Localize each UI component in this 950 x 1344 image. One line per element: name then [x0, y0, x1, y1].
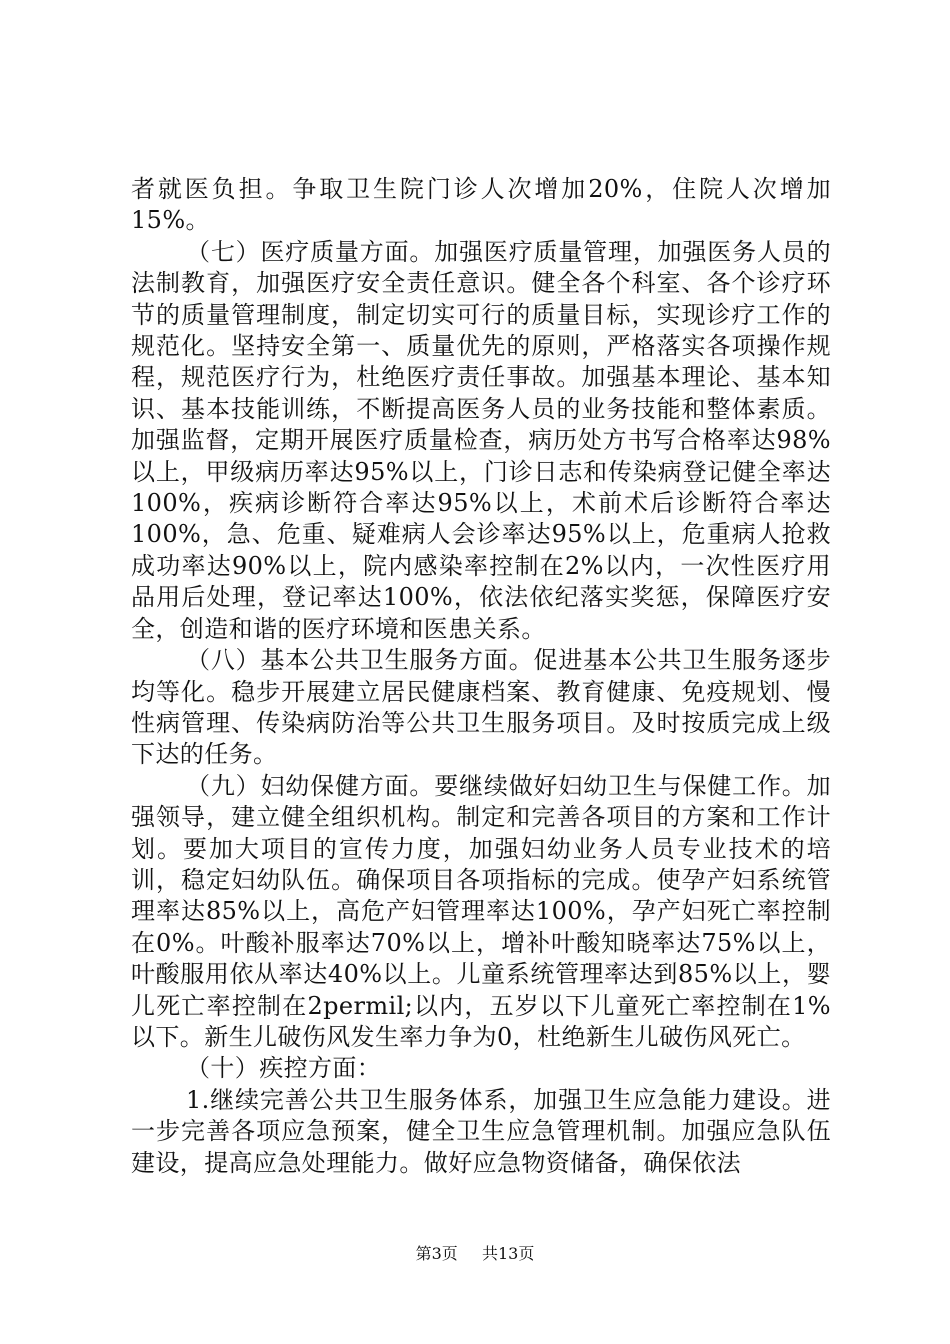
paragraph-continuation: 者就医负担。争取卫生院门诊人次增加20%，住院人次增加15%。 [131, 175, 831, 235]
paragraph-public-health: （八）基本公共卫生服务方面。促进基本公共卫生服务逐步均等化。稳步开展建立居民健康档案、教育健康、免疫规划、慢性病管理、传染病防治等公共卫生服务项目。及时按质完成上级下达的任务。 [131, 646, 831, 769]
page-number: 第3页 [415, 1244, 458, 1263]
document-body [131, 174, 831, 1179]
paragraph-medical-quality: （七）医疗质量方面。加强医疗质量管理，加强医务人员的法制教育，加强医疗安全责任意识。健全各个科室、各个诊疗环节的质量管理制度，制定切实可行的质量目标，实现诊疗工作的规范化。坚持安全第一、质量优先的原则，严格落实各项操作规程，规范医疗行为，杜绝医疗责任事故。加强基本理论、基本知识、基本技能训练，不断提高医务人员的业务技能和整体素质。加强监督，定期开展医疗质量检查，病历处方书写合格率达98%以上，甲级病历率达95%以上，门诊日志和传染病登记健全率达100%，疾病诊断符合率达95%以上，术前术后诊断符合率达100%，急、危重、疑难病人会诊率达95%以上，危重病人抢救成功率达90%以上，院内感染率控制在2%以内，一次性医疗用品用后处理，登记率达100%，依法依纪落实奖惩，保障医疗安全，创造和谐的医疗环境和医患关系。 [131, 237, 831, 643]
page-footer [0, 1244, 950, 1264]
heading-disease-control: （十）疾控方面： [186, 1054, 382, 1083]
paragraph-maternal-child: （九）妇幼保健方面。要继续做好妇幼卫生与保健工作。加强领导，建立健全组织机构。制定和完善各项目的方案和工作计划。要加大项目的宣传力度，加强妇幼业务人员专业技术的培训，稳定妇幼队伍。确保项目各项指标的完成。使孕产妇系统管理率达85%以上，高危产妇管理率达100%，孕产妇死亡率控制在0%。叶酸补服率达70%以上，增补叶酸知晓率达75%以上，叶酸服用依从率达40%以上。儿童系统管理率达到85%以上，婴儿死亡率控制在2permil;以内，五岁以下儿童死亡率控制在1%以下。新生儿破伤风发生率力争为0，杜绝新生儿破伤风死亡。 [131, 771, 831, 1051]
page-total: 共13页 [482, 1244, 535, 1263]
paragraph-disease-control-item-1: 1.继续完善公共卫生服务体系，加强卫生应急能力建设。进一步完善各项应急预案，健全卫生应急管理机制。加强应急队伍建设，提高应急处理能力。做好应急物资储备，确保依法 [131, 1085, 831, 1177]
